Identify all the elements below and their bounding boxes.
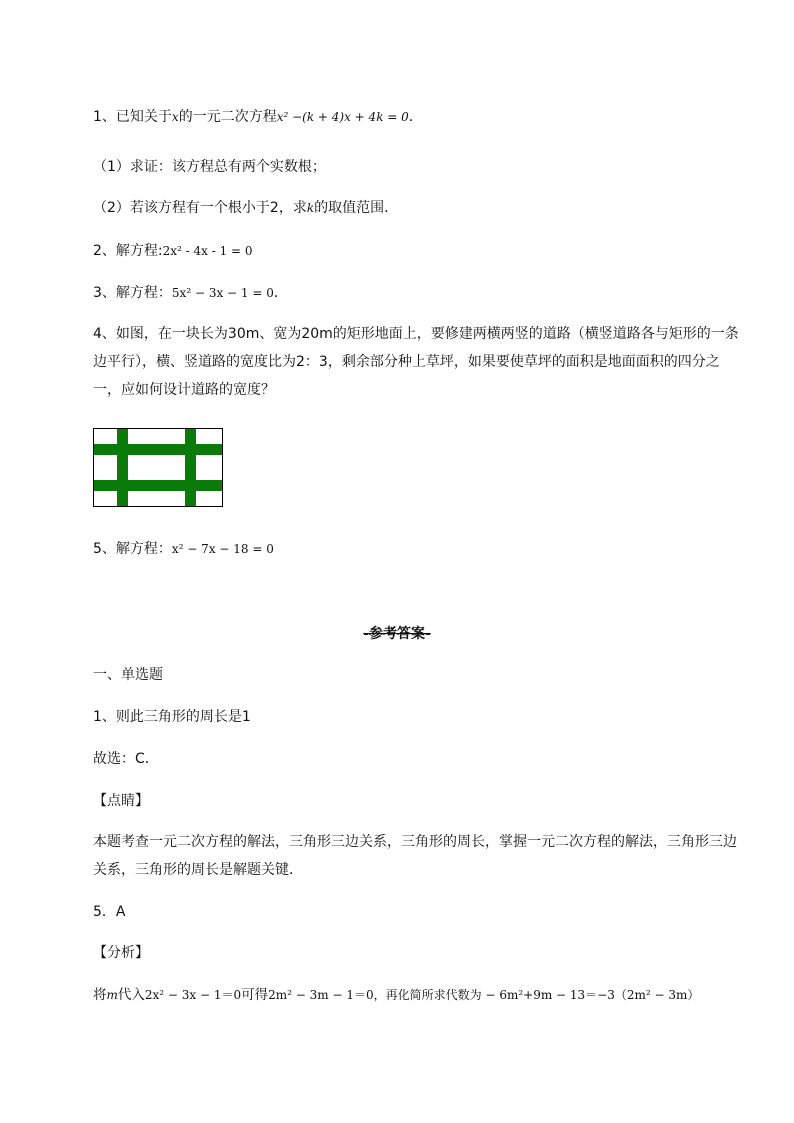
q1-2-prefix: （2）若该方程有一个根小于2，求 bbox=[93, 200, 307, 216]
tag-fenxi: 【分析】 bbox=[93, 945, 149, 961]
figure-road-v1 bbox=[117, 428, 128, 507]
q3-prefix: 3、解方程： bbox=[93, 285, 172, 301]
answer-1: 1、则此三角形的周长是1 bbox=[93, 709, 251, 725]
figure-road-h2 bbox=[93, 480, 223, 491]
fenxi-p3: 可得 bbox=[241, 987, 269, 1003]
q1-equation: x² −(k + 4)x + 4k = 0 bbox=[276, 110, 409, 124]
answer-title bbox=[0, 623, 794, 643]
q3-end: ． bbox=[273, 285, 288, 301]
question-1 bbox=[93, 107, 423, 127]
q1-var: x bbox=[171, 110, 179, 124]
question-1-part-2 bbox=[93, 198, 398, 218]
q1-mid: 的一元二次方程 bbox=[178, 109, 277, 125]
fenxi-p4: ，再化简所求代数为 − 6m²+9m − 13＝−3（2m² − 3m） bbox=[373, 988, 700, 1002]
answer-5: 5．A bbox=[93, 904, 126, 920]
fenxi-text bbox=[93, 985, 699, 1005]
q1-end: ． bbox=[408, 109, 423, 125]
question-4: 4、如图，在一块长为30m、宽为20m的矩形地面上，要修建两横两竖的道路（横竖道路各与矩形的一条边平行），横、竖道路的宽度比为2：3，剩余部分种上草坪，如果要使草坪的面积是地面面积的四分之一，应如何设计道路的宽度？ bbox=[93, 326, 739, 398]
answer-1-choice: 故选：C． bbox=[93, 751, 159, 767]
question-1-part-1: （1）求证：该方程总有两个实数根； bbox=[93, 159, 326, 175]
question-5 bbox=[93, 539, 274, 559]
q1-2-var: k bbox=[306, 201, 315, 215]
q1-2-suffix: 的取值范围． bbox=[314, 200, 399, 216]
q3-equation: 5x² − 3x − 1 = 0 bbox=[171, 286, 274, 300]
road-figure bbox=[93, 428, 223, 507]
q2-equation: 2x² - 4x - 1 = 0 bbox=[162, 244, 253, 258]
q1-prefix: 1、已知关于 bbox=[93, 109, 172, 125]
dianjing-text: 本题考查一元二次方程的解法，三角形三边关系，三角形的周长，掌握一元二次方程的解法，三角形三边关系，三角形的周长是解题关键． bbox=[93, 834, 737, 878]
question-3 bbox=[93, 283, 288, 303]
q2-prefix: 2、解方程: bbox=[93, 243, 163, 259]
fenxi-p1: 将 bbox=[93, 987, 107, 1003]
q5-equation: x² − 7x − 18 = 0 bbox=[171, 542, 274, 556]
fenxi-p2: 代入 bbox=[117, 987, 145, 1003]
figure-border bbox=[94, 429, 223, 507]
figure-road-v2 bbox=[185, 428, 196, 507]
section-heading: 一、单选题 bbox=[93, 667, 163, 683]
q5-prefix: 5、解方程： bbox=[93, 541, 172, 557]
fenxi-eq2: 2m² − 3m − 1＝0 bbox=[268, 988, 374, 1002]
figure-road-h1 bbox=[93, 444, 223, 455]
fenxi-var: m bbox=[106, 988, 118, 1002]
tag-dianjing: 【点睛】 bbox=[93, 793, 149, 809]
fenxi-eq1: 2x² − 3x − 1＝0 bbox=[144, 988, 242, 1002]
answer-title-text: -参考答案- bbox=[363, 626, 431, 642]
question-2 bbox=[93, 241, 253, 261]
